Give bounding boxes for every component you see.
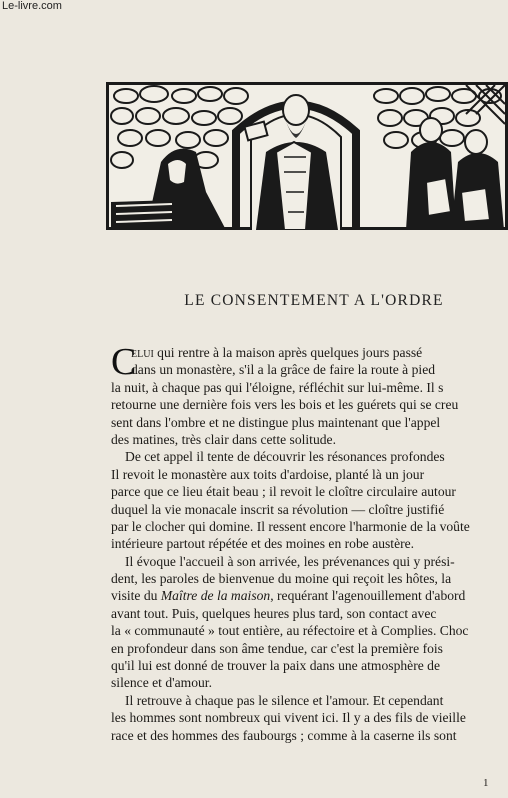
drop-cap: C <box>111 341 137 383</box>
text-line: les hommes sont nombreux qui vivent ici. Il y a des fils de vieille <box>111 710 466 726</box>
woodcut-illustration <box>106 82 508 230</box>
text-line: silence et d'amour. <box>111 675 212 691</box>
text-line: des matines, très clair dans cette solitude. <box>111 431 336 447</box>
body-text <box>111 341 508 744</box>
text-line: par le clocher qui domine. Il ressent encore l'harmonie de la voûte <box>111 518 470 534</box>
text-line: la nuit, à chaque pas qui l'éloigne, réfléchit sur lui-même. Il s <box>111 379 444 395</box>
text-line: en profondeur dans son âme tendue, car c'est la première fois <box>111 640 443 656</box>
text-line: Il revoit le monastère aux toits d'ardoise, planté là un jour <box>111 466 425 482</box>
text-line: duquel la vie monacale inscrit sa révolution — cloître justifié <box>111 501 445 517</box>
text-line: sent dans l'ombre et ne distingue plus maintenant que l'appel <box>111 414 441 430</box>
chapter-title: LE CONSENTEMENT A L'ORDRE <box>184 292 444 309</box>
text-line: dans un monastère, s'il a la grâce de faire la route à pied <box>131 362 436 378</box>
text-line: Il retrouve à chaque pas le silence et l'amour. Et cependant <box>125 692 444 708</box>
text-line: race et des hommes des faubourgs ; comme à la caserne ils sont <box>111 727 457 743</box>
text-line: dent, les paroles de bienvenue du moine qui reçoit les hôtes, la <box>111 571 452 587</box>
text-line: visite du Maître de la maison, requérant l'agenouillement d'abord <box>111 588 466 604</box>
text-line: De cet appel il tente de découvrir les résonances profondes <box>125 449 445 465</box>
text-line: intérieure partout répétée et des moines en robe austère. <box>111 536 415 552</box>
text-line: parce que ce lieu était beau ; il revoit le cloître circulaire autour <box>111 484 456 500</box>
text-line: qu'il lui est donné de trouver la paix dans une atmosphère de <box>111 658 440 674</box>
page-number: 1 <box>483 777 489 789</box>
text-line: retourne une dernière fois vers les bois et les guérets qui se creu <box>111 397 459 413</box>
text-line: la « communauté » tout entière, au réfectoire et à Complies. Choc <box>111 623 469 639</box>
text-line: Il évoque l'accueil à son arrivée, les prévenances qui y prési- <box>125 553 455 569</box>
text-line: avant tout. Puis, quelques heures plus tard, son contact avec <box>111 605 437 621</box>
watermark: Le-livre.com <box>2 0 62 12</box>
text-line: elui qui rentre à la maison après quelques jours passé <box>131 345 423 360</box>
